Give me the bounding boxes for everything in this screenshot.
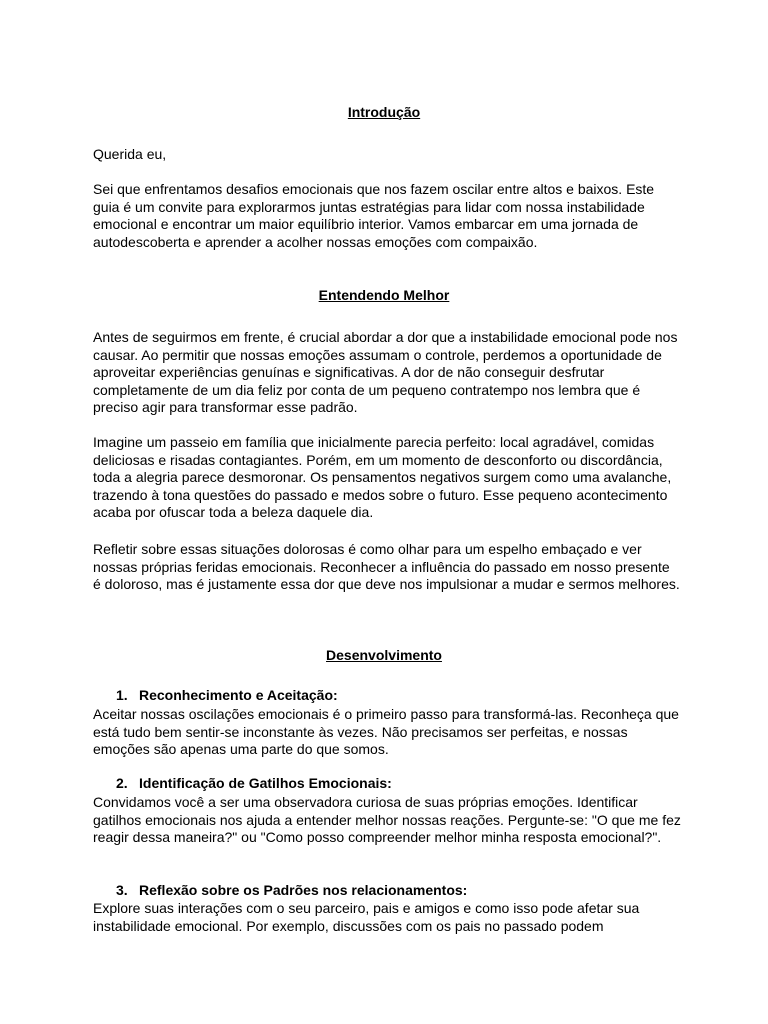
list-item-title-3 bbox=[116, 882, 467, 900]
list-item-title-text: Identificação de Gatilhos Emocionais: bbox=[139, 775, 392, 791]
list-item-number: 1. bbox=[116, 687, 128, 703]
list-item-text-1: Aceitar nossas oscilações emocionais é o primeiro passo para transformá-las. Reconheça que está tudo bem sentir-se inconstante às vezes. Não precisamos ser perfeitas, e nossas emoções são apenas uma parte do que somos. bbox=[93, 706, 679, 758]
intro-paragraph: Sei que enfrentamos desafios emocionais que nos fazem oscilar entre altos e baixos. Este guia é um convite para explorarmos juntas estratégias para lidar com nossa instabilidade emocional e encontrar um maior equilíbrio interior. Vamos embarcar em uma jornada de autodescoberta e aprender a acolher nossas emoções com compaixão. bbox=[93, 181, 655, 250]
understanding-paragraph-3: Refletir sobre essas situações dolorosas é como olhar para um espelho embaçado e ver nossas próprias feridas emocionais. Reconhecer a influência do passado em nosso presente é doloroso, mas é justamente essa dor que deve nos impulsionar a mudar e sermos melhores. bbox=[93, 541, 680, 593]
greeting: Querida eu, bbox=[93, 146, 167, 162]
heading-desenvolvimento: Desenvolvimento bbox=[326, 647, 442, 663]
list-item-title-1 bbox=[116, 687, 338, 705]
heading-introducao: Introdução bbox=[347, 104, 421, 120]
list-item-title-text: Reconhecimento e Aceitação: bbox=[139, 687, 338, 703]
understanding-paragraph-1: Antes de seguirmos em frente, é crucial abordar a dor que a instabilidade emocional pode nos causar. Ao permitir que nossas emoções assumam o controle, perdemos a oportunidade de aproveitar experiências genuínas e significativas. A dor de não conseguir desfrutar completamente de um dia feliz por conta de um pequeno contratempo nos lembra que é preciso agir para transformar esse padrão. bbox=[93, 329, 678, 416]
list-item-text-2: Convidamos você a ser uma observadora curiosa de suas próprias emoções. Identificar gatilhos emocionais nos ajuda a entender melhor nossas reações. Pergunte-se: "O que me fez reagir dessa maneira?" ou "Como posso compreender melhor minha resposta emocional?". bbox=[93, 794, 681, 846]
list-item-title-2 bbox=[116, 775, 392, 793]
understanding-paragraph-2: Imagine um passeio em família que inicialmente parecia perfeito: local agradável, comidas deliciosas e risadas contagiantes. Porém, em um momento de desconforto ou discordância, toda a alegria parece desmoronar. Os pensamentos negativos surgem como uma avalanche, trazendo à tona questões do passado e medos sobre o futuro. Esse pequeno acontecimento acaba por ofuscar toda a beleza daquele dia. bbox=[93, 434, 672, 521]
list-item-number: 2. bbox=[116, 775, 128, 791]
list-item-text-3: Explore suas interações com o seu parceiro, pais e amigos e como isso pode afetar sua instabilidade emocional. Por exemplo, discussões com os pais no passado podem bbox=[93, 900, 640, 934]
heading-entendendo-melhor: Entendendo Melhor bbox=[318, 287, 450, 303]
list-item-title-text: Reflexão sobre os Padrões nos relacionamentos: bbox=[139, 882, 468, 898]
list-item-number: 3. bbox=[116, 882, 128, 898]
